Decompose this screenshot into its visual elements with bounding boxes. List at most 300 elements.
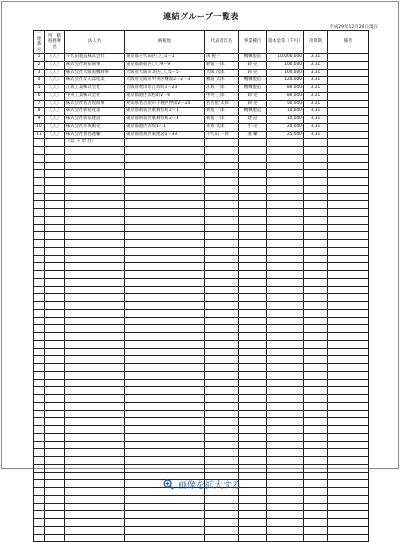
cell-business-type: [239, 286, 267, 294]
cell-tax-office: [45, 263, 65, 271]
col-header-business-type: 事業種目: [239, 31, 267, 54]
table-row: [34, 449, 369, 457]
cell-representative: [205, 209, 239, 217]
cell-tax-office: [45, 503, 65, 511]
cell-representative: 新宿 一郎: [205, 61, 239, 69]
cell-capital: [267, 201, 304, 209]
cell-corp-name: [65, 364, 125, 372]
cell-serial: [34, 340, 45, 348]
cell-business-type: 機械製造: [239, 54, 267, 62]
cell-capital: [267, 302, 304, 310]
cell-capital: [267, 356, 304, 364]
cell-notes: [328, 77, 369, 85]
cell-representative: [205, 457, 239, 465]
cell-fiscal-period: 3.31: [304, 54, 328, 62]
cell-tax-address: [125, 247, 205, 255]
cell-fiscal-period: 3.31: [304, 123, 328, 131]
cell-business-type: [239, 364, 267, 372]
cell-tax-address: [125, 503, 205, 511]
cell-notes: [328, 271, 369, 279]
cell-business-type: [239, 278, 267, 286]
table-row: [34, 139, 369, 147]
cell-tax-office: [45, 495, 65, 503]
cell-fiscal-period: [304, 302, 328, 310]
col-header-notes: 備考: [328, 31, 369, 54]
cell-tax-address: [125, 495, 205, 503]
cell-fiscal-period: [304, 232, 328, 240]
cell-fiscal-period: [304, 356, 328, 364]
cell-notes: [328, 54, 369, 62]
cell-tax-address: [125, 294, 205, 302]
cell-serial: [34, 356, 45, 364]
cell-fiscal-period: 3.31: [304, 108, 328, 116]
cell-representative: [205, 511, 239, 519]
cell-corp-name: [65, 263, 125, 271]
cell-capital: [267, 441, 304, 449]
table-row: [34, 131, 369, 139]
table-row: [34, 247, 369, 255]
cell-tax-address: [125, 340, 205, 348]
table-row: [34, 69, 369, 77]
cell-serial: [34, 240, 45, 248]
cell-serial: [34, 441, 45, 449]
cell-tax-address: [125, 278, 205, 286]
cell-serial: [34, 178, 45, 186]
table-row: [34, 317, 369, 325]
cell-tax-office: 〇〇: [45, 116, 65, 124]
cell-tax-address: [125, 511, 205, 519]
table-row: [34, 511, 369, 519]
cell-tax-address: [125, 170, 205, 178]
cell-tax-office: [45, 139, 65, 147]
cell-capital: [267, 449, 304, 457]
cell-fiscal-period: [304, 426, 328, 434]
cell-business-type: [239, 495, 267, 503]
cell-tax-office: [45, 433, 65, 441]
cell-notes: [328, 325, 369, 333]
cell-serial: [34, 449, 45, 457]
cell-fiscal-period: [304, 534, 328, 542]
cell-fiscal-period: [304, 402, 328, 410]
table-row: [34, 123, 369, 131]
cell-fiscal-period: 3.31: [304, 69, 328, 77]
cell-fiscal-period: [304, 240, 328, 248]
cell-business-type: 運 輸: [239, 131, 267, 139]
cell-capital: 25,000: [267, 131, 304, 139]
table-row: [34, 379, 369, 387]
cell-business-type: 卸 売: [239, 69, 267, 77]
cell-representative: [205, 302, 239, 310]
cell-tax-office: [45, 162, 65, 170]
cell-notes: [328, 387, 369, 395]
cell-capital: 80,000: [267, 85, 304, 93]
cell-notes: [328, 364, 369, 372]
cell-tax-address: 東京都新宿区歌舞伎町2－1: [125, 108, 205, 116]
cell-tax-address: [125, 325, 205, 333]
cell-notes: [328, 449, 369, 457]
cell-fiscal-period: [304, 449, 328, 457]
cell-representative: [205, 201, 239, 209]
cell-tax-office: [45, 511, 65, 519]
cell-representative: [205, 139, 239, 147]
cell-notes: [328, 209, 369, 217]
cell-corp-name: [65, 325, 125, 333]
cell-capital: [267, 178, 304, 186]
cell-notes: [328, 286, 369, 294]
cell-capital: [267, 395, 304, 403]
zoom-image-link[interactable]: [2, 478, 400, 493]
cell-serial: [34, 255, 45, 263]
cell-tax-office: 〇〇: [45, 123, 65, 131]
cell-fiscal-period: [304, 271, 328, 279]
cell-business-type: [239, 255, 267, 263]
cell-corp-name: [65, 201, 125, 209]
cell-capital: [267, 247, 304, 255]
cell-capital: 120,000: [267, 77, 304, 85]
cell-tax-office: [45, 402, 65, 410]
cell-serial: [34, 464, 45, 472]
cell-serial: [34, 402, 45, 410]
cell-tax-office: [45, 426, 65, 434]
table-row: [34, 294, 369, 302]
cell-capital: [267, 433, 304, 441]
cell-notes: [328, 526, 369, 534]
cell-business-type: [239, 340, 267, 348]
cell-representative: [205, 255, 239, 263]
cell-notes: [328, 495, 369, 503]
cell-capital: 20,000: [267, 123, 304, 131]
table-row: [34, 147, 369, 155]
cell-tax-address: [125, 224, 205, 232]
cell-fiscal-period: [304, 193, 328, 201]
cell-tax-address: [125, 309, 205, 317]
cell-notes: [328, 433, 369, 441]
cell-capital: 100,000: [267, 61, 304, 69]
cell-corp-name: [65, 356, 125, 364]
cell-tax-address: [125, 387, 205, 395]
cell-fiscal-period: [304, 178, 328, 186]
cell-serial: [34, 147, 45, 155]
cell-serial: [34, 534, 45, 542]
cell-tax-address: [125, 263, 205, 271]
cell-serial: [34, 433, 45, 441]
cell-capital: [267, 286, 304, 294]
cell-serial: [34, 317, 45, 325]
cell-serial: [34, 286, 45, 294]
cell-tax-address: 東京都港区赤坂1－1: [125, 123, 205, 131]
cell-business-type: [239, 240, 267, 248]
cell-representative: [205, 387, 239, 395]
cell-tax-office: [45, 209, 65, 217]
cell-tax-address: [125, 255, 205, 263]
cell-notes: [328, 154, 369, 162]
cell-representative: [205, 526, 239, 534]
cell-representative: 中央 三郎: [205, 92, 239, 100]
cell-capital: [267, 216, 304, 224]
cell-corp-name: [65, 340, 125, 348]
cell-notes: [328, 519, 369, 527]
cell-notes: [328, 185, 369, 193]
cell-business-type: [239, 154, 267, 162]
cell-capital: [267, 255, 304, 263]
cell-capital: [267, 154, 304, 162]
cell-tax-address: [125, 286, 205, 294]
cell-serial: [34, 379, 45, 387]
cell-representative: [205, 503, 239, 511]
cell-corp-name: [65, 240, 125, 248]
cell-serial: [34, 247, 45, 255]
cell-representative: [205, 309, 239, 317]
cell-representative: [205, 449, 239, 457]
cell-notes: [328, 294, 369, 302]
table-row: [34, 309, 369, 317]
cell-capital: [267, 240, 304, 248]
cell-notes: [328, 123, 369, 131]
cell-serial: [34, 302, 45, 310]
cell-serial: [34, 457, 45, 465]
cell-notes: [328, 371, 369, 379]
cell-representative: [205, 418, 239, 426]
cell-representative: [205, 433, 239, 441]
table-row: [34, 170, 369, 178]
cell-corp-name: 中央工業株式会社: [65, 92, 125, 100]
cell-tax-address: [125, 302, 205, 310]
cell-business-type: [239, 209, 267, 217]
cell-capital: [267, 209, 304, 217]
cell-business-type: [239, 201, 267, 209]
cell-notes: [328, 426, 369, 434]
cell-serial: [34, 410, 45, 418]
cell-notes: [328, 395, 369, 403]
cell-representative: [205, 534, 239, 542]
cell-tax-address: 東京都新宿区歌舞伎町2－1: [125, 116, 205, 124]
cell-business-type: [239, 449, 267, 457]
table-row: [34, 526, 369, 534]
cell-fiscal-period: [304, 379, 328, 387]
table-row: [34, 495, 369, 503]
cell-corp-name: [65, 449, 125, 457]
cell-tax-office: [45, 464, 65, 472]
cell-capital: [267, 426, 304, 434]
cell-serial: [34, 364, 45, 372]
cell-representative: [205, 162, 239, 170]
cell-serial: [34, 170, 45, 178]
cell-serial: [34, 426, 45, 434]
cell-serial: [34, 395, 45, 403]
cell-serial: [34, 216, 45, 224]
cell-tax-office: [45, 193, 65, 201]
cell-fiscal-period: 3.31: [304, 116, 328, 124]
cell-serial: 5: [34, 85, 45, 93]
cell-serial: [34, 526, 45, 534]
cell-serial: [34, 371, 45, 379]
cell-tax-office: [45, 309, 65, 317]
cell-business-type: [239, 441, 267, 449]
cell-representative: [205, 154, 239, 162]
cell-capital: [267, 278, 304, 286]
table-row: [34, 61, 369, 69]
cell-representative: [205, 294, 239, 302]
table-row: [34, 77, 369, 85]
cell-tax-office: [45, 325, 65, 333]
cell-fiscal-period: [304, 209, 328, 217]
table-row: [34, 286, 369, 294]
cell-tax-office: [45, 232, 65, 240]
zoom-image-label: 画像を拡大する: [177, 481, 241, 491]
cell-notes: [328, 464, 369, 472]
cell-serial: [34, 278, 45, 286]
table-row: [34, 263, 369, 271]
table-row: [34, 340, 369, 348]
cell-capital: [267, 364, 304, 372]
table-row: [34, 162, 369, 170]
cell-fiscal-period: 3.31: [304, 85, 328, 93]
cell-corp-name: 株式会社新宿商事: [65, 61, 125, 69]
cell-fiscal-period: [304, 170, 328, 178]
cell-corp-name: [65, 519, 125, 527]
cell-serial: [34, 185, 45, 193]
cell-corp-name: [65, 317, 125, 325]
cell-representative: [205, 426, 239, 434]
cell-business-type: [239, 410, 267, 418]
cell-tax-office: 〇〇: [45, 61, 65, 69]
cell-business-type: [239, 519, 267, 527]
cell-tax-address: [125, 232, 205, 240]
cell-corp-name: [65, 170, 125, 178]
cell-tax-address: [125, 418, 205, 426]
cell-representative: [205, 495, 239, 503]
cell-corp-name: [65, 271, 125, 279]
cell-tax-office: [45, 457, 65, 465]
table-row: [34, 441, 369, 449]
cell-fiscal-period: [304, 495, 328, 503]
cell-corp-name: [65, 348, 125, 356]
table-row: [34, 503, 369, 511]
cell-tax-address: [125, 348, 205, 356]
cell-corp-name: [65, 255, 125, 263]
cell-notes: [328, 178, 369, 186]
cell-corp-name: 株式会社なんば産業: [65, 77, 125, 85]
cell-representative: [205, 232, 239, 240]
cell-representative: 赤坂 太郎: [205, 123, 239, 131]
cell-fiscal-period: [304, 340, 328, 348]
cell-tax-address: [125, 317, 205, 325]
cell-tax-office: [45, 356, 65, 364]
cell-notes: [328, 457, 369, 465]
cell-tax-office: 〇〇: [45, 77, 65, 85]
cell-capital: [267, 410, 304, 418]
cell-representative: [205, 278, 239, 286]
cell-representative: [205, 395, 239, 403]
cell-notes: [328, 193, 369, 201]
cell-notes: [328, 340, 369, 348]
cell-capital: [267, 387, 304, 395]
cell-capital: [267, 294, 304, 302]
cell-tax-address: [125, 201, 205, 209]
cell-corp-name: [65, 154, 125, 162]
cell-fiscal-period: [304, 503, 328, 511]
cell-notes: [328, 534, 369, 542]
cell-notes: [328, 85, 369, 93]
cell-fiscal-period: [304, 371, 328, 379]
cell-fiscal-period: [304, 418, 328, 426]
cell-corp-name: [65, 379, 125, 387]
cell-tax-address: [125, 364, 205, 372]
cell-corp-name: [65, 441, 125, 449]
cell-business-type: [239, 534, 267, 542]
cell-capital: [267, 457, 304, 465]
cell-corp-name: [65, 464, 125, 472]
cell-notes: [328, 240, 369, 248]
cell-notes: [328, 92, 369, 100]
cell-business-type: 機械製造: [239, 108, 267, 116]
table-row: [34, 85, 369, 93]
cell-tax-office: 〇〇: [45, 92, 65, 100]
table-row: [34, 348, 369, 356]
cell-representative: 国 税一: [205, 54, 239, 62]
cell-capital: [267, 333, 304, 341]
col-header-corp-name: 法人名: [65, 31, 125, 54]
cell-notes: [328, 418, 369, 426]
cell-notes: [328, 402, 369, 410]
cell-tax-office: [45, 395, 65, 403]
cell-business-type: [239, 325, 267, 333]
cell-serial: [34, 294, 45, 302]
cell-tax-office: [45, 247, 65, 255]
cell-corp-name: [65, 162, 125, 170]
cell-notes: [328, 131, 369, 139]
cell-fiscal-period: [304, 309, 328, 317]
cell-capital: [267, 232, 304, 240]
cell-notes: [328, 61, 369, 69]
table-row: [34, 92, 369, 100]
cell-tax-address: [125, 534, 205, 542]
cell-capital: [267, 170, 304, 178]
cell-representative: [205, 348, 239, 356]
cell-capital: [267, 147, 304, 155]
cell-tax-office: [45, 340, 65, 348]
cell-corp-name: [65, 178, 125, 186]
cell-tax-address: [125, 526, 205, 534]
cell-business-type: [239, 185, 267, 193]
col-header-representative: 代表者氏名: [205, 31, 239, 54]
cell-fiscal-period: [304, 317, 328, 325]
cell-business-type: [239, 348, 267, 356]
cell-corp-name: 株式会社名古屋商事: [65, 100, 125, 108]
table-row: [34, 395, 369, 403]
cell-fiscal-period: [304, 364, 328, 372]
cell-fiscal-period: [304, 263, 328, 271]
cell-tax-office: [45, 519, 65, 527]
cell-business-type: [239, 333, 267, 341]
cell-corp-name: [65, 209, 125, 217]
table-row: [34, 325, 369, 333]
cell-representative: [205, 371, 239, 379]
table-row: [34, 433, 369, 441]
cell-business-type: [239, 309, 267, 317]
cell-capital: [267, 309, 304, 317]
cell-tax-office: [45, 534, 65, 542]
cell-notes: [328, 309, 369, 317]
cell-tax-address: [125, 209, 205, 217]
table-row: [34, 402, 369, 410]
cell-corp-name: 千代田製造株式会社: [65, 54, 125, 62]
cell-tax-address: [125, 271, 205, 279]
cell-business-type: [239, 302, 267, 310]
cell-corp-name: [65, 302, 125, 310]
cell-business-type: [239, 457, 267, 465]
cell-fiscal-period: [304, 224, 328, 232]
